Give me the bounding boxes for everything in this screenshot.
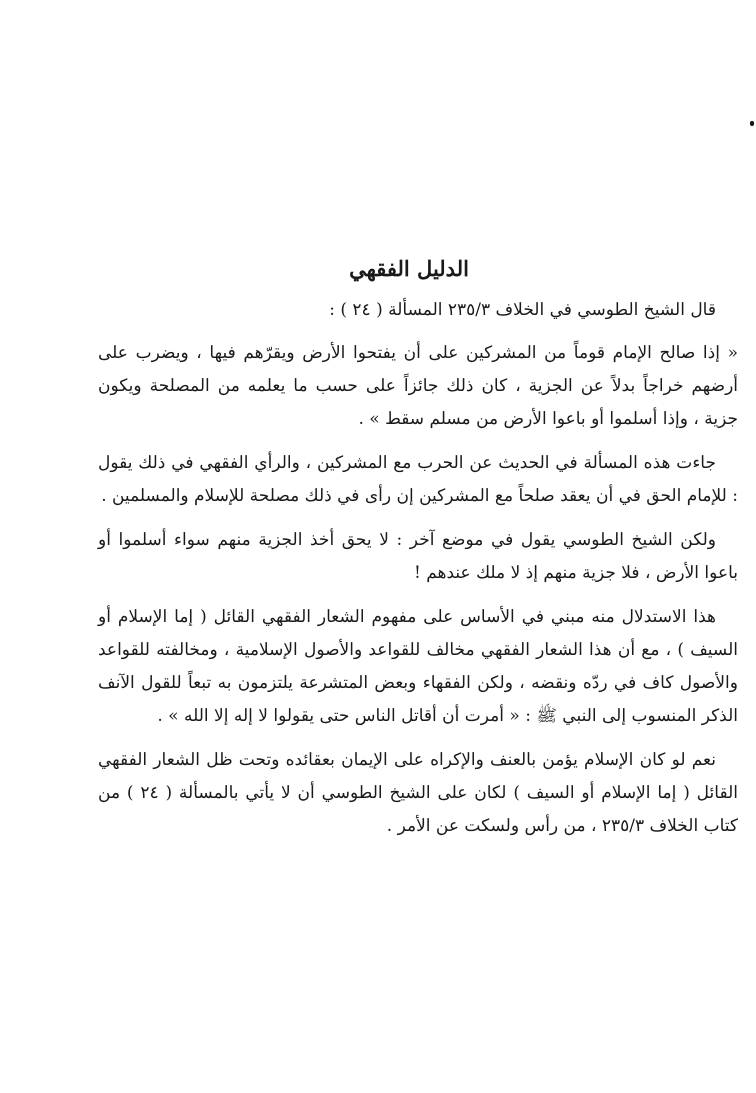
paragraph-conclusion: نعم لو كان الإسلام يؤمن بالعنف والإكراه على الإيمان بعقائده وتحت ظل الشعار الفقهي القائل ( إما الإسلام أو السيف ) لكان على الشيخ الطوسي أن لا يأتي بالمسألة ( ٢٤ ) من كتاب الخلاف ٢٣٥/٣ ، من رأس ولسكت عن الأمر . [98, 750, 738, 836]
page-edge-mark [750, 121, 754, 126]
paragraph-context: جاءت هذه المسألة في الحديث عن الحرب مع المشركين ، والرأي الفقهي في ذلك يقول : للإمام الحق في أن يعقد صلحاً مع المشركين إن رأى في ذلك مصلحة للإسلام والمسلمين . [98, 453, 738, 506]
paragraph-other-opinion: ولكن الشيخ الطوسي يقول في موضع آخر : لا يحق أخذ الجزية منهم سواء أسلموا أو باعوا الأرض ، فلا جزية منهم إذ لا ملك عندهم ! [98, 530, 738, 583]
quoted-ruling: « إذا صالح الإمام قوماً من المشركين على أن يفتحوا الأرض ويقرّهم فيها ، ويضرب على أرضهم خراجاً بدلاً عن الجزية ، كان ذلك جائزاً على حسب ما يعلمه من المصلحة ويكون جزية ، وإذا أسلموا أو باعوا الأرض من مسلم سقط » . [98, 343, 738, 429]
paragraph-argument: هذا الاستدلال منه مبني في الأساس على مفهوم الشعار الفقهي القائل ( إما الإسلام أو السيف ) ، مع أن هذا الشعار الفقهي مخالف للقواعد والأصول الإسلامية ، ومخالفته للقواعد والأصول كاف في ردّه ونقضه ، ولكن الفقهاء وبعض المتشرعة يلتزمون به تبعاً للقول الآنف الذكر المنسوب إلى النبي ﷺ : « أمرت أن أقاتل الناس حتى يقولوا لا إله إلا الله » . [98, 607, 738, 726]
page-body [98, 252, 738, 854]
source-citation: قال الشيخ الطوسي في الخلاف ٢٣٥/٣ المسألة ( ٢٤ ) : [329, 300, 716, 320]
section-heading: الدليل الفقهي [349, 256, 469, 281]
